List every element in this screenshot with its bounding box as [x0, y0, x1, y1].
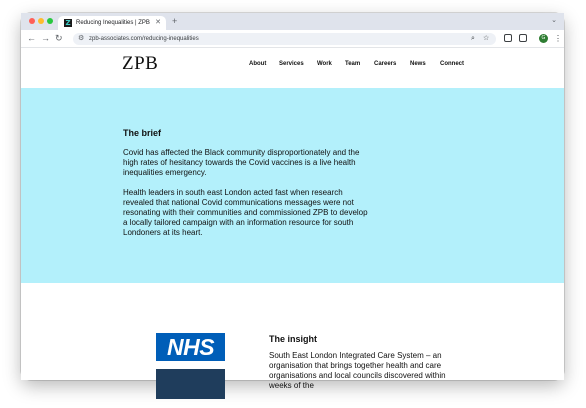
extensions-icon[interactable]: [519, 34, 527, 42]
zpb-favicon-icon: Z: [65, 19, 71, 27]
tab-search-chevron-icon[interactable]: ⌄: [551, 17, 557, 24]
brief-section: [21, 88, 564, 283]
tab-title: Reducing Inequalities | ZPB: [76, 20, 150, 26]
minimize-window-button[interactable]: [38, 18, 44, 24]
insight-image: [156, 369, 225, 399]
browser-menu-icon[interactable]: ⋮: [554, 34, 562, 43]
brief-paragraph-2: Health leaders in south east London acted fast when research revealed that national Covid communications messages were not resonating with their communities and commissioned ZPB to develop a locally tailored campaign with an information resource for south Londoners at its heart.: [123, 188, 368, 237]
browser-toolbar: [21, 30, 564, 48]
insight-section: [21, 283, 564, 390]
nav-team[interactable]: Team: [345, 61, 361, 67]
site-info-icon[interactable]: ⚙: [78, 35, 85, 42]
nav-work[interactable]: Work: [317, 61, 332, 67]
tab-close-icon[interactable]: ✕: [155, 19, 161, 26]
nav-about[interactable]: About: [249, 61, 267, 67]
nhs-logo: NHS: [156, 333, 225, 361]
nav-services[interactable]: Services: [279, 61, 304, 67]
address-bar[interactable]: [73, 33, 496, 45]
tab-reducing-inequalities[interactable]: [58, 16, 166, 30]
tab-strip: [21, 13, 564, 30]
url-text[interactable]: zpb-associates.com/reducing-inequalities: [89, 36, 199, 42]
brief-heading: The brief: [123, 128, 162, 138]
site-header: [21, 48, 564, 88]
insight-heading: The insight: [269, 334, 317, 344]
maximize-window-button[interactable]: [47, 18, 53, 24]
brief-paragraph-1: Covid has affected the Black community disproportionately and the high rates of hesitancy towards the Covid vaccines is a live health inequalities emergency.: [123, 148, 360, 177]
zoom-icon[interactable]: ⌕: [471, 35, 475, 42]
forward-icon[interactable]: →: [41, 33, 50, 43]
web-page: [21, 48, 564, 390]
profile-avatar[interactable]: G: [539, 34, 548, 43]
nav-careers[interactable]: Careers: [374, 61, 397, 67]
zpb-logo[interactable]: ZPB: [122, 53, 159, 74]
new-tab-icon[interactable]: +: [172, 16, 178, 26]
close-window-button[interactable]: [29, 18, 35, 24]
bookmark-star-icon[interactable]: ☆: [483, 35, 490, 42]
nav-connect[interactable]: Connect: [440, 61, 464, 67]
browser-window: [21, 13, 564, 390]
reload-icon[interactable]: ↻: [55, 33, 63, 43]
back-icon[interactable]: ←: [27, 33, 36, 43]
reading-mode-icon[interactable]: [504, 34, 512, 42]
insight-paragraph: South East London Integrated Care System – an organisation that brings together health and care organisations and local councils discovered within weeks of the: [269, 351, 446, 390]
nav-news[interactable]: News: [410, 61, 426, 67]
